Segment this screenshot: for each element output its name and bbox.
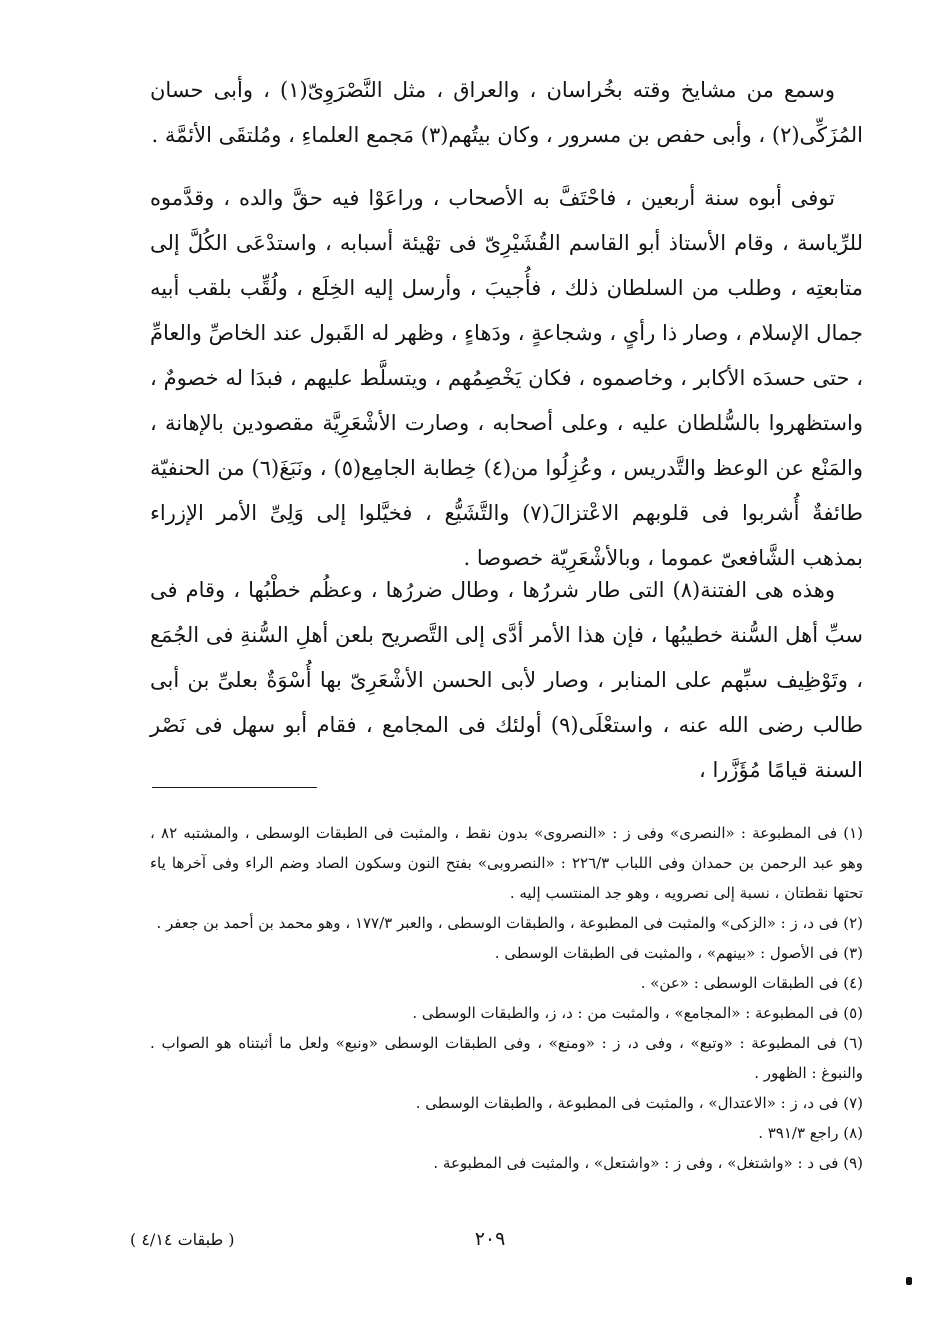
footnote-6: (٦) فى المطبوعة : «وتبع» ، وفى د، ز : «ومنع» ، وفى الطبقات الوسطى «ونبع» ولعل ما أثبتناه هو الصواب . والنبوغ : الظهور . xyxy=(150,1034,863,1082)
footnote-3: (٣) فى الأصول : «بينهم» ، والمثبت فى الطبقات الوسطى . xyxy=(494,944,863,962)
volume-signature: ( طبقات ٤/١٤ ) xyxy=(130,1230,235,1249)
body-paragraph-1: وسمع من مشايخ وقته بخُراسان ، والعراق ، مثل النَّصْرَوِىّ(١) ، وأبى حسان المُزَكِّى(٢) ، وأبى حفص بن مسرور ، وكان بيتُهم(٣) مَجمع العلماءِ ، ومُلتقَى الأئمَّة . xyxy=(150,78,863,147)
body-paragraph-3: وهذه هى الفتنة(٨) التى طار شررُها ، وطال ضررُها ، وعظُم خطْبُها ، وقام فى سبِّ أهل السُّنة خطيبُها ، فإن هذا الأمر أدَّى إلى التَّصريح بلعن أهلِ السُّنةِ فى الجُمَع ، وتَوْظِيف سبِّهم على المنابر ، وصار لأبى الحسن الأشْعَرِىّ بها أُسْوَةٌ بعلىِّ بن أبى طالب رضى الله عنه ، واستعْلَى(٩) أولئك فى المجامع ، فقام أبو سهل فى نَصْر السنة قيامًا مُؤَزَّرا ، xyxy=(150,578,863,782)
footnote-9: (٩) فى د : «واشتغل» ، وفى ز : «واشتعل» ، والمثبت فى المطبوعة . xyxy=(433,1154,863,1172)
scan-speck xyxy=(906,1277,912,1285)
footnote-2: (٢) فى د، ز : «الزكى» والمثبت فى المطبوعة ، والطبقات الوسطى ، والعبر ١٧٧/٣ ، وهو محمد بن أحمد بن جعفر . xyxy=(156,914,863,932)
footnote-1: (١) فى المطبوعة : «النصرى» وفى ز : «النصروى» بدون نقط ، والمثبت فى الطبقات الوسطى ، والمشتبه ٨٢ ، وهو عبد الرحمن بن حمدان وفى اللباب ٢٢٦/٣ : «النصروبى» بفتح النون وسكون الصاد وضم الراء وفى آخرها ياء تحتها نقطتان ، نسبة إلى نصرويه ، وهو جد المنتسب إليه . xyxy=(150,824,863,902)
body-paragraph-2: توفى أبوه سنة أربعين ، فاحْتَفَّ به الأصحاب ، وراعَوْا فيه حقَّ والده ، وقدَّموه للرِّياسة ، وقام الأستاذ أبو القاسم القُشَيْرِىّ فى تهْيئة أسبابه ، واستدْعَى الكُلَّ إلى متابعتِه ، وطلب من السلطان ذلك ، فأُجيبَ ، وأرسل إليه الخِلَع ، ولُقِّب بلقب أبيه جمال الإسلام ، وصار ذا رأىٍ ، وشجاعةٍ ، ودَهاءٍ ، وظهر له القَبول عند الخاصِّ والعامِّ ، حتى حسدَه الأكابر ، وخاصموه ، فكان يَخْصِمُهم ، ويتسلَّط عليهم ، فبدَا له خصومٌ ، واستظهروا بالسُّلطان عليه ، وعلى أصحابه ، وصارت الأشْعَرِيَّة مقصودين بالإهانة ، والمَنْع عن الوعظ والتَّدريس ، وعُزِلُوا من(٤) خِطابة الجامِع(٥) ، ونَبَغَ(٦) من الحنفيّة طائفةٌ أُشربوا فى قلوبهم الاعْتزالَ(٧) والتَّشَيُّع ، فخيَّلوا إلى وَلِىِّ الأمر الإزراء بمذهب الشَّافعىّ عموما ، وبالأشْعَرِيّة خصوصا . xyxy=(150,186,863,570)
footnote-7: (٧) فى د، ز : «الاعتدال» ، والمثبت فى المطبوعة ، والطبقات الوسطى . xyxy=(415,1094,863,1112)
footnote-8: (٨) راجع ٣٩١/٣ . xyxy=(758,1124,863,1142)
footnote-4: (٤) فى الطبقات الوسطى : «عن» . xyxy=(640,974,863,992)
footnote-separator xyxy=(152,787,317,788)
footnote-5: (٥) فى المطبوعة : «المجامع» ، والمثبت من : د، ز، والطبقات الوسطى . xyxy=(412,1004,863,1022)
page-number: ٢٠٩ xyxy=(474,1228,506,1250)
footnotes xyxy=(150,818,863,1178)
